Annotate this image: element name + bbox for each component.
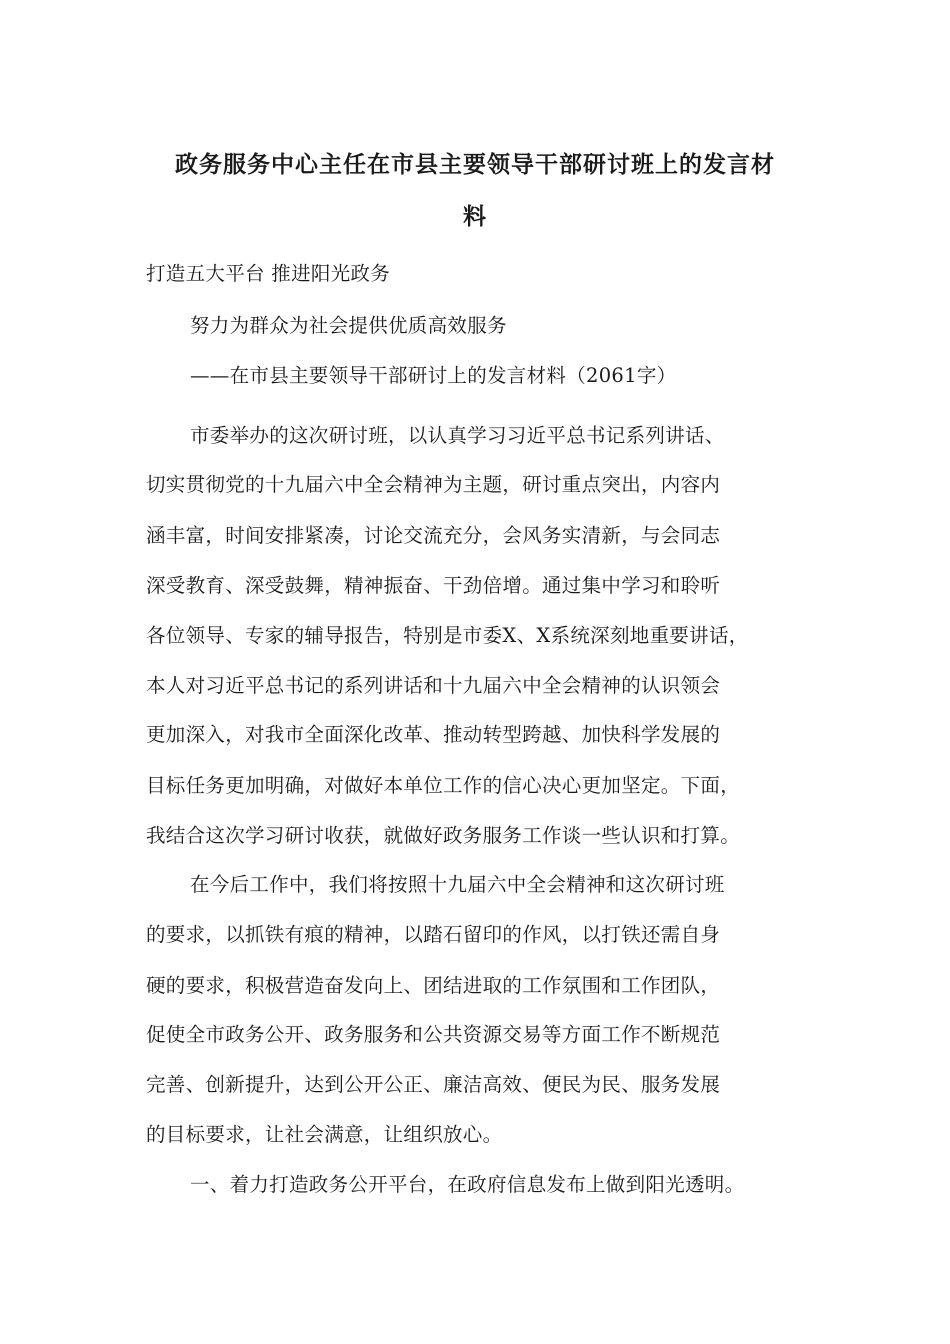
paragraph-1-line: 更加深入，对我市全面深化改革、推动转型跨越、加快科学发展的 — [146, 723, 721, 746]
paragraph-1-line: 涵丰富，时间安排紧凑，讨论交流充分，会风务实清新，与会同志 — [146, 524, 721, 547]
document-title-line-2: 料 — [463, 204, 487, 230]
paragraph-2-line: 促使全市政务公开、政务服务和公共资源交易等方面工作不断规范 — [146, 1023, 721, 1046]
document-source-note: ——在市县主要领导干部研讨上的发言材料（2061字） — [190, 364, 677, 387]
paragraph-1-line: 目标任务更加明确，对做好本单位工作的信心决心更加坚定。下面， — [146, 774, 741, 797]
section-1-heading: 一、着力打造政务公开平台，在政府信息发布上做到阳光透明。 — [190, 1173, 745, 1196]
paragraph-1-line: 各位领导、专家的辅导报告，特别是市委X、X系统深刻地重要讲话， — [146, 624, 749, 647]
paragraph-2-line: 硬的要求，积极营造奋发向上、团结进取的工作氛围和工作团队， — [146, 974, 721, 997]
paragraph-2-line: 完善、创新提升，达到公开公正、廉洁高效、便民为民、服务发展 — [146, 1073, 721, 1096]
paragraph-1-line: 我结合这次学习研讨收获，就做好政务服务工作谈一些认识和打算。 — [146, 824, 741, 847]
paragraph-1-line: 市委举办的这次研讨班，以认真学习习近平总书记系列讲话、 — [190, 424, 725, 447]
document-title-line-1: 政务服务中心主任在市县主要领导干部研讨班上的发言材 — [175, 152, 775, 178]
paragraph-1-line: 本人对习近平总书记的系列讲话和十九届六中全会精神的认识领会 — [146, 674, 721, 697]
paragraph-1-line: 切实贯彻党的十九届六中全会精神为主题，研讨重点突出，内容内 — [146, 473, 721, 496]
paragraph-1-line: 深受教育、深受鼓舞，精神振奋、干劲倍增。通过集中学习和聆听 — [146, 574, 721, 597]
paragraph-2-line: 的要求，以抓铁有痕的精神，以踏石留印的作风，以打铁还需自身 — [146, 923, 721, 946]
document-subheading: 努力为群众为社会提供优质高效服务 — [190, 314, 507, 337]
paragraph-2-line: 在今后工作中，我们将按照十九届六中全会精神和这次研讨班 — [190, 873, 725, 896]
document-subtitle: 打造五大平台 推进阳光政务 — [146, 262, 391, 285]
paragraph-2-line: 的目标要求，让社会满意，让组织放心。 — [146, 1123, 503, 1146]
